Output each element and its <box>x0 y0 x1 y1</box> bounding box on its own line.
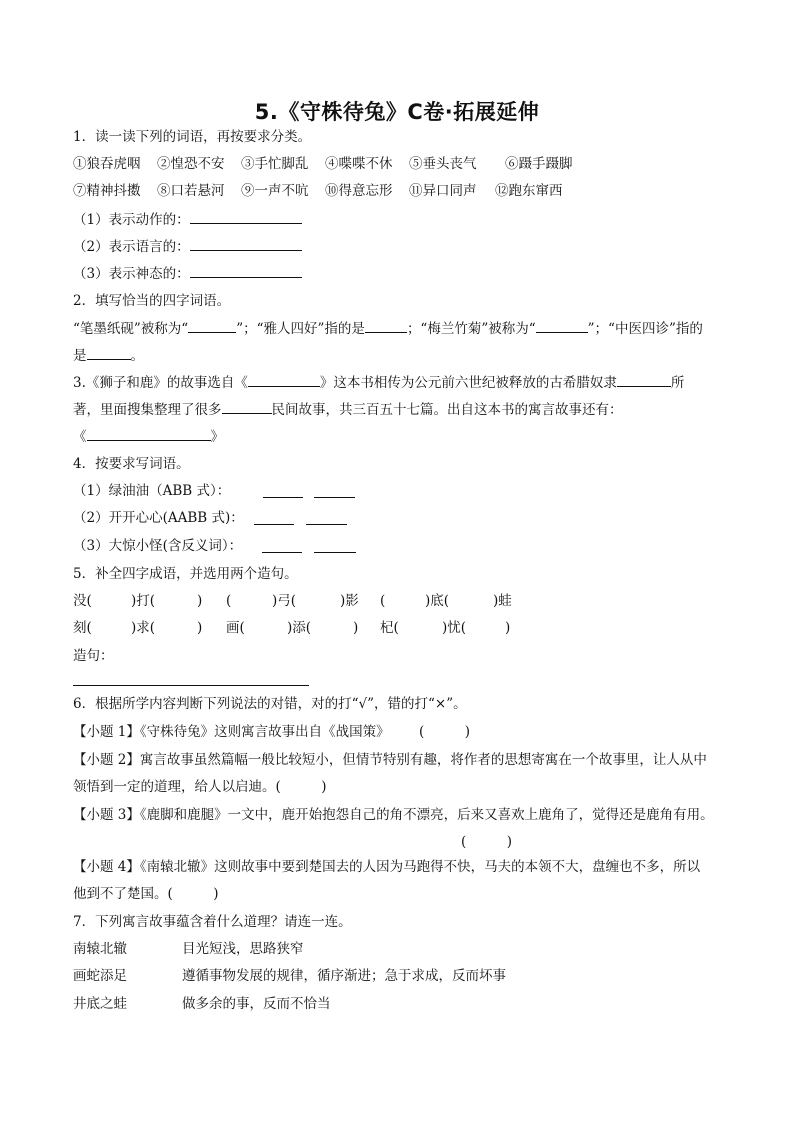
q2-line-2 <box>73 345 144 366</box>
q3-text: 著，里面搜集整理了很多 <box>73 402 222 418</box>
word-item: ②惶恐不安 <box>157 156 225 172</box>
idiom-part: )底( <box>425 593 450 609</box>
q4-sub-1-label: （1）绿油油（ABB 式）： <box>73 483 231 499</box>
q1-words-row-2 <box>73 181 733 201</box>
word-item: ⑥蹑手蹑脚 <box>505 156 573 172</box>
answer-blank[interactable] <box>262 538 302 553</box>
q4-sub-2 <box>73 508 473 528</box>
q3-text: 民间故事，共三百五十七篇。出自这本书的寓言故事还有： <box>271 402 623 418</box>
moral-item[interactable]: 做多余的事，反而不恰当 <box>182 996 331 1012</box>
q6-item-1-text: 【小题 1】《守株待兔》这则寓言故事出自《战国策》 <box>73 724 390 740</box>
moral-item[interactable]: 目光短浅，思路狭窄 <box>182 941 304 957</box>
idiom-part: ) <box>197 593 203 609</box>
moral-item[interactable]: 遵循事物发展的规律，循序渐进；急于求成，反而坏事 <box>182 968 506 984</box>
page-title: 5.《守株待兔》C卷·拓展延伸 <box>254 100 540 124</box>
q4-sub-3-label: （3）大惊小怪(含反义词）： <box>73 538 243 554</box>
q2-stem: 2．填写恰当的四字词语。 <box>73 293 231 309</box>
answer-blank[interactable] <box>365 318 407 333</box>
q7-row-2 <box>73 966 573 986</box>
answer-blank[interactable] <box>254 510 294 525</box>
q1-sub-2-label: （2）表示语言的： <box>73 239 190 255</box>
word-item: ⑫跑东窜西 <box>495 183 563 199</box>
q3-text: 》 <box>210 429 224 445</box>
q7-row-1 <box>73 939 573 959</box>
idiom-part: ) <box>353 620 359 636</box>
q2-line-1 <box>73 318 703 339</box>
word-item: ①狼吞虎咽 <box>73 156 141 172</box>
q1-sub-1-label: （1）表示动作的： <box>73 212 190 228</box>
q5-idiom-row-1 <box>73 591 533 611</box>
q2-text: 是 <box>73 348 87 364</box>
q2-text: 。 <box>130 348 144 364</box>
q5-make-sentence-label: 造句： <box>73 648 114 664</box>
word-item: ⑧口若悬河 <box>157 183 225 199</box>
word-item: ⑤垂头丧气 <box>409 156 477 172</box>
answer-blank[interactable] <box>87 345 131 360</box>
idiom-part: 杞( <box>380 620 399 636</box>
answer-blank[interactable] <box>306 510 347 525</box>
q1-words-row-1 <box>73 154 733 174</box>
word-item: ⑨一声不吭 <box>241 183 309 199</box>
answer-blank[interactable] <box>188 318 236 333</box>
word-item: ⑦精神抖擞 <box>73 183 141 199</box>
q4-sub-2-label: （2）开开心心(AABB 式)： <box>73 510 244 526</box>
q7-stem: 7．下列寓言故事蕴含着什么道理？请连一连。 <box>73 914 352 930</box>
story-item[interactable]: 井底之蛙 <box>73 996 127 1012</box>
q1-sub-3-label: （3）表示神态的： <box>73 266 190 282</box>
q6-item-1 <box>73 722 493 742</box>
answer-blank[interactable] <box>190 263 302 278</box>
sentence-answer-line[interactable] <box>73 685 309 686</box>
q2-text: ”；“雅人四好”指的是 <box>236 321 365 337</box>
judgement-paren[interactable]: ( ) <box>419 724 471 740</box>
q5-stem: 5．补全四字成语，并选用两个造句。 <box>73 566 298 582</box>
answer-blank[interactable] <box>314 483 355 498</box>
judgement-paren[interactable]: ( ) <box>461 834 513 850</box>
q2-text: “笔墨纸砚”被称为“ <box>73 321 189 337</box>
answer-blank[interactable] <box>190 209 302 224</box>
story-item[interactable]: 画蛇添足 <box>73 968 127 984</box>
idiom-part: ( <box>226 593 232 609</box>
idiom-part: )忧( <box>442 620 467 636</box>
story-item[interactable]: 南辕北辙 <box>73 941 127 957</box>
answer-blank[interactable] <box>190 236 302 251</box>
idiom-part: )求( <box>131 620 156 636</box>
q1-sub-2 <box>73 236 302 257</box>
word-item: ④喋喋不休 <box>325 156 393 172</box>
idiom-part: ( <box>380 593 386 609</box>
q3-text: 所 <box>670 375 685 391</box>
idiom-part: ) <box>505 620 511 636</box>
word-item: ⑩得意忘形 <box>325 183 393 199</box>
idiom-part: ) <box>197 620 203 636</box>
q6-stem: 6．根据所学内容判断下列说法的对错，对的打“√”，错的打“×”。 <box>73 696 467 712</box>
q4-sub-1 <box>73 481 473 501</box>
idiom-part: )影 <box>340 593 359 609</box>
answer-blank[interactable] <box>248 372 320 387</box>
q6-item-2-line-1: 【小题 2】寓言故事虽然篇幅一般比较短小，但情节特别有趣，将作者的思想寄寓在一个故事里，让人从中 <box>73 752 707 768</box>
idiom-part: 没( <box>73 593 92 609</box>
q6-item-2-line-2: 领悟到一定的道理，给人以启迪。( ) <box>73 779 327 795</box>
answer-blank[interactable] <box>314 538 356 553</box>
idiom-part: 画( <box>226 620 245 636</box>
q3-text: 3.《狮子和鹿》的故事选自《 <box>73 375 248 391</box>
q6-item-4-line-2: 他到不了楚国。( ) <box>73 886 219 902</box>
q4-sub-3 <box>73 536 473 556</box>
q3-text: 》这本书相传为公元前六世纪被释放的古希腊奴隶 <box>319 375 617 391</box>
answer-blank[interactable] <box>617 372 671 387</box>
q7-row-3 <box>73 994 573 1014</box>
answer-blank[interactable] <box>263 483 303 498</box>
q1-sub-3 <box>73 263 302 284</box>
q1-sub-1 <box>73 209 302 230</box>
q3-line-2 <box>73 399 623 420</box>
q4-stem: 4．按要求写词语。 <box>73 456 190 472</box>
idiom-part: )蛙 <box>493 593 512 609</box>
q2-text: ；“梅兰竹菊”被称为“ <box>406 321 536 337</box>
q5-idiom-row-2 <box>73 618 533 638</box>
q6-item-4-line-1: 【小题 4】《南辕北辙》这则故事中要到楚国去的人因为马跑得不快，马夫的本领不大，盘缠也不多，所以 <box>73 859 701 875</box>
word-item: ③手忙脚乱 <box>241 156 309 172</box>
idiom-part: )添( <box>287 620 312 636</box>
answer-blank[interactable] <box>222 399 272 414</box>
q6-item-3-line-1: 【小题 3】《鹿脚和鹿腿》一文中，鹿开始抱怨自己的角不漂亮，后来又喜欢上鹿角了，觉得还是鹿角有用。 <box>73 807 714 823</box>
answer-blank[interactable] <box>536 318 588 333</box>
q3-line-1 <box>73 372 684 393</box>
q2-text: ”；“中医四诊”指的 <box>587 321 703 337</box>
q3-text: 《 <box>73 429 87 445</box>
word-item: ⑪异口同声 <box>409 183 477 199</box>
idiom-part: )弓( <box>272 593 297 609</box>
q3-line-3 <box>73 426 224 447</box>
idiom-part: 刻( <box>73 620 92 636</box>
idiom-part: )打( <box>131 593 156 609</box>
q1-stem: 1．读一读下列的词语，再按要求分类。 <box>73 129 312 145</box>
answer-blank[interactable] <box>87 426 211 441</box>
